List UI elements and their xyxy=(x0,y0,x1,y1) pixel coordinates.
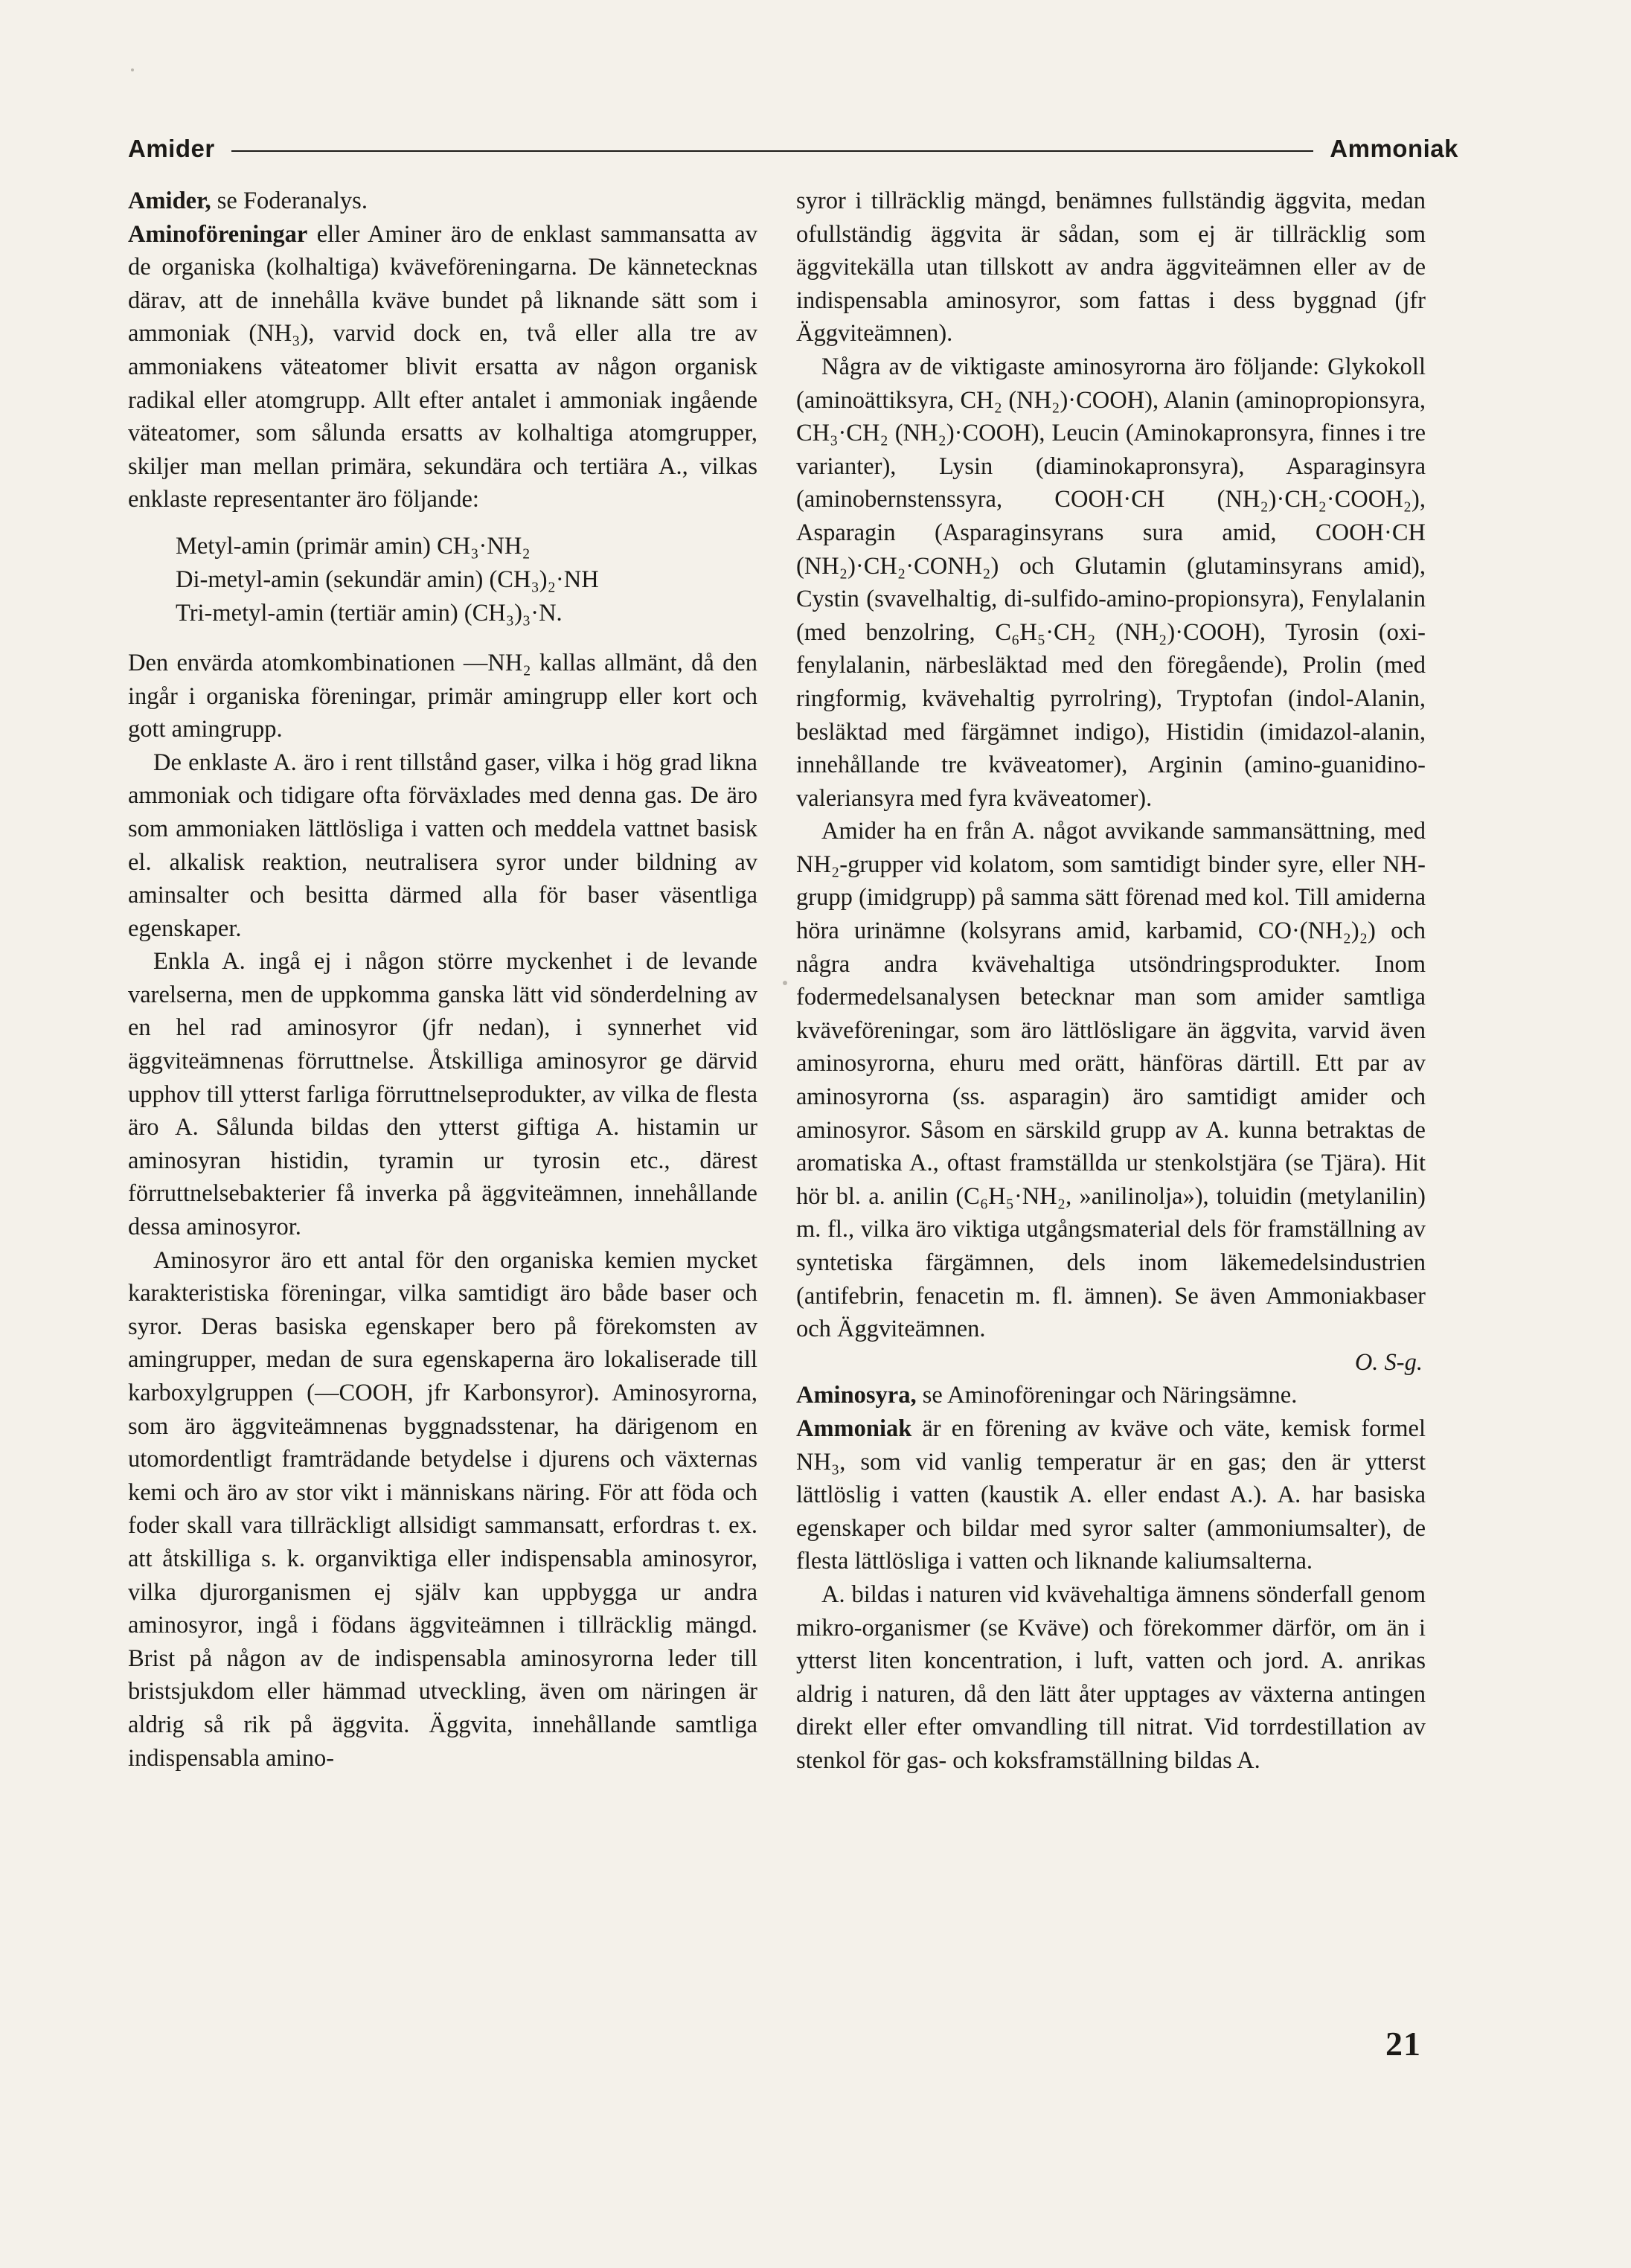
paragraph: syror i tillräcklig mängd, benämnes fullständig äggvita, medan ofullständig äggvita är sådan, som ej är tillräcklig som äggvitekälla utan tillskott av andra äggviteämnen eller av de indispensabla aminosyror, som fattas i dess byggnad (jfr Äggviteämnen). xyxy=(796,188,1426,347)
paragraph: Enkla A. ingå ej i någon större myckenhet i de levande varelserna, men de uppkomma ganska lätt vid sönderdelning av en hel rad aminosyror (jfr nedan), i synnerhet vid äggviteämnenas förruttnelse. Åtskilliga aminosyror ge därvid upphov till ytterst farliga förruttnelseprodukter, av vilka de flesta äro A. Sålunda bildas den ytterst giftiga A. histamin ur aminosyran histidin, tyramin ur tyrosin etc., därest förruttnelsebakterier få inverka på äggviteämnen, innehållande dessa aminosyror. xyxy=(128,948,757,1241)
running-header xyxy=(128,131,1458,167)
right-column xyxy=(796,185,1426,1778)
entry-aminoforeningar xyxy=(128,218,757,516)
paragraph: Den envärda atomkombinationen —NH₂ kallas allmänt, då den ingår i organiska föreningar, primär amingrupp eller kort och gott amingrupp. xyxy=(128,649,757,743)
print-speck xyxy=(131,68,134,71)
author-signature: O. S-g. xyxy=(1354,1348,1423,1376)
formula-line: Metyl-amin (primär amin) CH₃·NH₂ xyxy=(176,532,531,560)
entry-text: eller Aminer äro de enklast sammansatta av de organiska (kolhaltiga) kväveföreningarna. De kännetecknas därav, att de innehålla kväve bundet på liknande sätt som i ammoniak (NH₃), varvid dock en, två eller alla tre av ammoniakens väteatomer blivit ersatta av någon organisk radikal eller atomgrupp. Allt efter antalet i ammoniak ingående väteatomer, som sålunda ersatts av kolhaltiga atomgrupper, skiljer man mellan primära, sekundära och tertiära A., vilkas enklaste representanter äro följande: xyxy=(128,220,757,513)
paragraph: De enklaste A. äro i rent tillstånd gaser, vilka i hög grad likna ammoniak och tidigare ofta förväxlades med denna gas. De äro som ammoniaken lättlösliga i vatten och meddela vattnet basisk el. alkalisk reaktion, neutralisera syror under bildning av aminsalter och besitta därmed alla för baser väsentliga egenskaper. xyxy=(128,749,757,942)
header-left-keyword: Amider xyxy=(128,135,215,162)
entry-headword: Aminoföreningar xyxy=(128,220,308,248)
formula-line: Tri-metyl-amin (tertiär amin) (CH₃)₃·N. xyxy=(176,599,563,627)
entry-amider xyxy=(128,185,757,218)
paragraph: Några av de viktigaste aminosyrorna äro följande: Glykokoll (aminoättiksyra, CH₂ (NH₂)·COOH), Alanin (aminopropionsyra, CH₃·CH₂ (NH₂)·COOH), Leucin (Aminokapronsyra, finnes i tre varianter), Lysin (diaminokapronsyra), Asparaginsyra (aminobernstenssyra, COOH·CH (NH₂)·CH₂·COOH₂), Asparagin (Asparaginsyrans sura amid, COOH·CH (NH₂)·CH₂·CONH₂) och Glutamin (glutaminsyrans amid), Cystin (svavelhaltig, di-sulfido-amino-propionsyra), Fenylalanin (med benzolring, C₆H₅·CH₂ (NH₂)·COOH), Tyrosin (oxi-fenylalanin, närbesläktad med den föregående), Prolin (med ringformig, kvävehaltig pyrrolring), Tryptofan (indol-Alanin, besläktad med färgämnet indigo), Histidin (imidazol-alanin, innehållande tre kväveatomer), Arginin (amino-guanidino-valeriansyra med fyra kväveatomer). xyxy=(796,353,1426,812)
page-number: 21 xyxy=(1385,2025,1421,2063)
header-rule xyxy=(231,150,1314,152)
paragraph: Amider ha en från A. något avvikande sammansättning, med NH₂-grupper vid kolatom, som samtidigt binder syre, eller NH-grupp (imidgrupp) på samma sätt förenad med kol. Till amiderna höra urinämne (kolsyrans amid, karbamid, CO·(NH₂)₂) och några andra kvävehaltiga utsöndringsprodukter. Inom fodermedelsanalysen betecknar man som amider samtliga kväveföreningar, som äro lättlösligare än äggvita, varvid även aminosyrorna, ehuru med orätt, hänföras därtill. Ett par av aminosyrorna (ss. asparagin) äro samtidigt amider och aminosyror. Såsom en särskild grupp av A. kunna betraktas de aromatiska A., oftast framställda ur stenkolstjära (se Tjära). Hit hör bl. a. anilin (C₆H₅·NH₂, »anilinolja»), toluidin (metylanilin) m. fl., vilka äro viktiga utgångsmaterial dels för framställning av syntetiska färgämnen, dels inom läkemedelsindustrien (antifebrin, fenacetin m. fl. ämnen). Se även Ammoniakbaser och Äggviteämnen. xyxy=(796,818,1426,1343)
entry-headword: Ammoniak xyxy=(796,1415,912,1442)
formula-line: Di-metyl-amin (sekundär amin) (CH₃)₂·NH xyxy=(176,566,599,593)
left-column xyxy=(128,185,757,1775)
formula-list xyxy=(176,530,757,630)
header-right-keyword: Ammoniak xyxy=(1330,135,1458,162)
entry-aminosyra xyxy=(796,1379,1426,1412)
paragraph: Aminosyror äro ett antal för den organiska kemien mycket karakteristiska föreningar, vilka samtidigt äro både baser och syror. Deras basiska egenskaper bero på förekomsten av amingrupper, medan de sura egenskaperna äro lokaliserade till karboxylgruppen (—COOH, jfr Karbonsyror). Aminosyrorna, som äro äggviteämnenas byggnadsstenar, ha därigenom en utomordentligt framträdande betydelse i djurens och växternas kemi och äro av stor vikt i människans näring. För att föda och foder skall vara tillräckligt allsidigt sammansatt, erfordras t. ex. att åtskilliga s. k. organviktiga eller indispensabla aminosyror, vilka djurorganismen ej själv kan uppbygga ur andra aminosyror, ingå i födans äggviteämnen i tillräcklig mängd. Brist på någon av de indispensabla aminosyrorna leder till bristsjukdom eller hämmad utveckling, även om näringen är aldrig så rik på äggvita. Äggvita, innehållande samtliga indispensabla amino- xyxy=(128,1246,757,1772)
entry-ammoniak xyxy=(796,1412,1426,1578)
paragraph: A. bildas i naturen vid kvävehaltiga ämnens sönderfall genom mikro-organismer (se Kväve) och förekommer därför, om än i ytterst liten koncentration, i luft, vatten och jord. A. anrikas aldrig i naturen, då den lätt åter upptages av växterna antingen direkt eller efter omvandling till nitrat. Vid torrdestillation av stenkol för gas- och koksframställning bildas A. xyxy=(796,1580,1426,1774)
entry-headword: Aminosyra, xyxy=(796,1382,917,1409)
print-speck xyxy=(783,981,787,985)
entry-headword: Amider, xyxy=(128,188,211,214)
entry-text: se Foderanalys. xyxy=(211,188,368,214)
entry-text: är en förening av kväve och väte, kemisk formel NH₃, som vid vanlig temperatur är en gas; den är ytterst lättlöslig i vatten (kaustik A. eller endast A.). A. har basiska egenskaper och bildar med syror salter (ammoniumsalter), de flesta lättlösliga i vatten och liknande kaliumsalterna. xyxy=(796,1415,1426,1575)
entry-text: se Aminoföreningar och Näringsämne. xyxy=(916,1382,1298,1409)
